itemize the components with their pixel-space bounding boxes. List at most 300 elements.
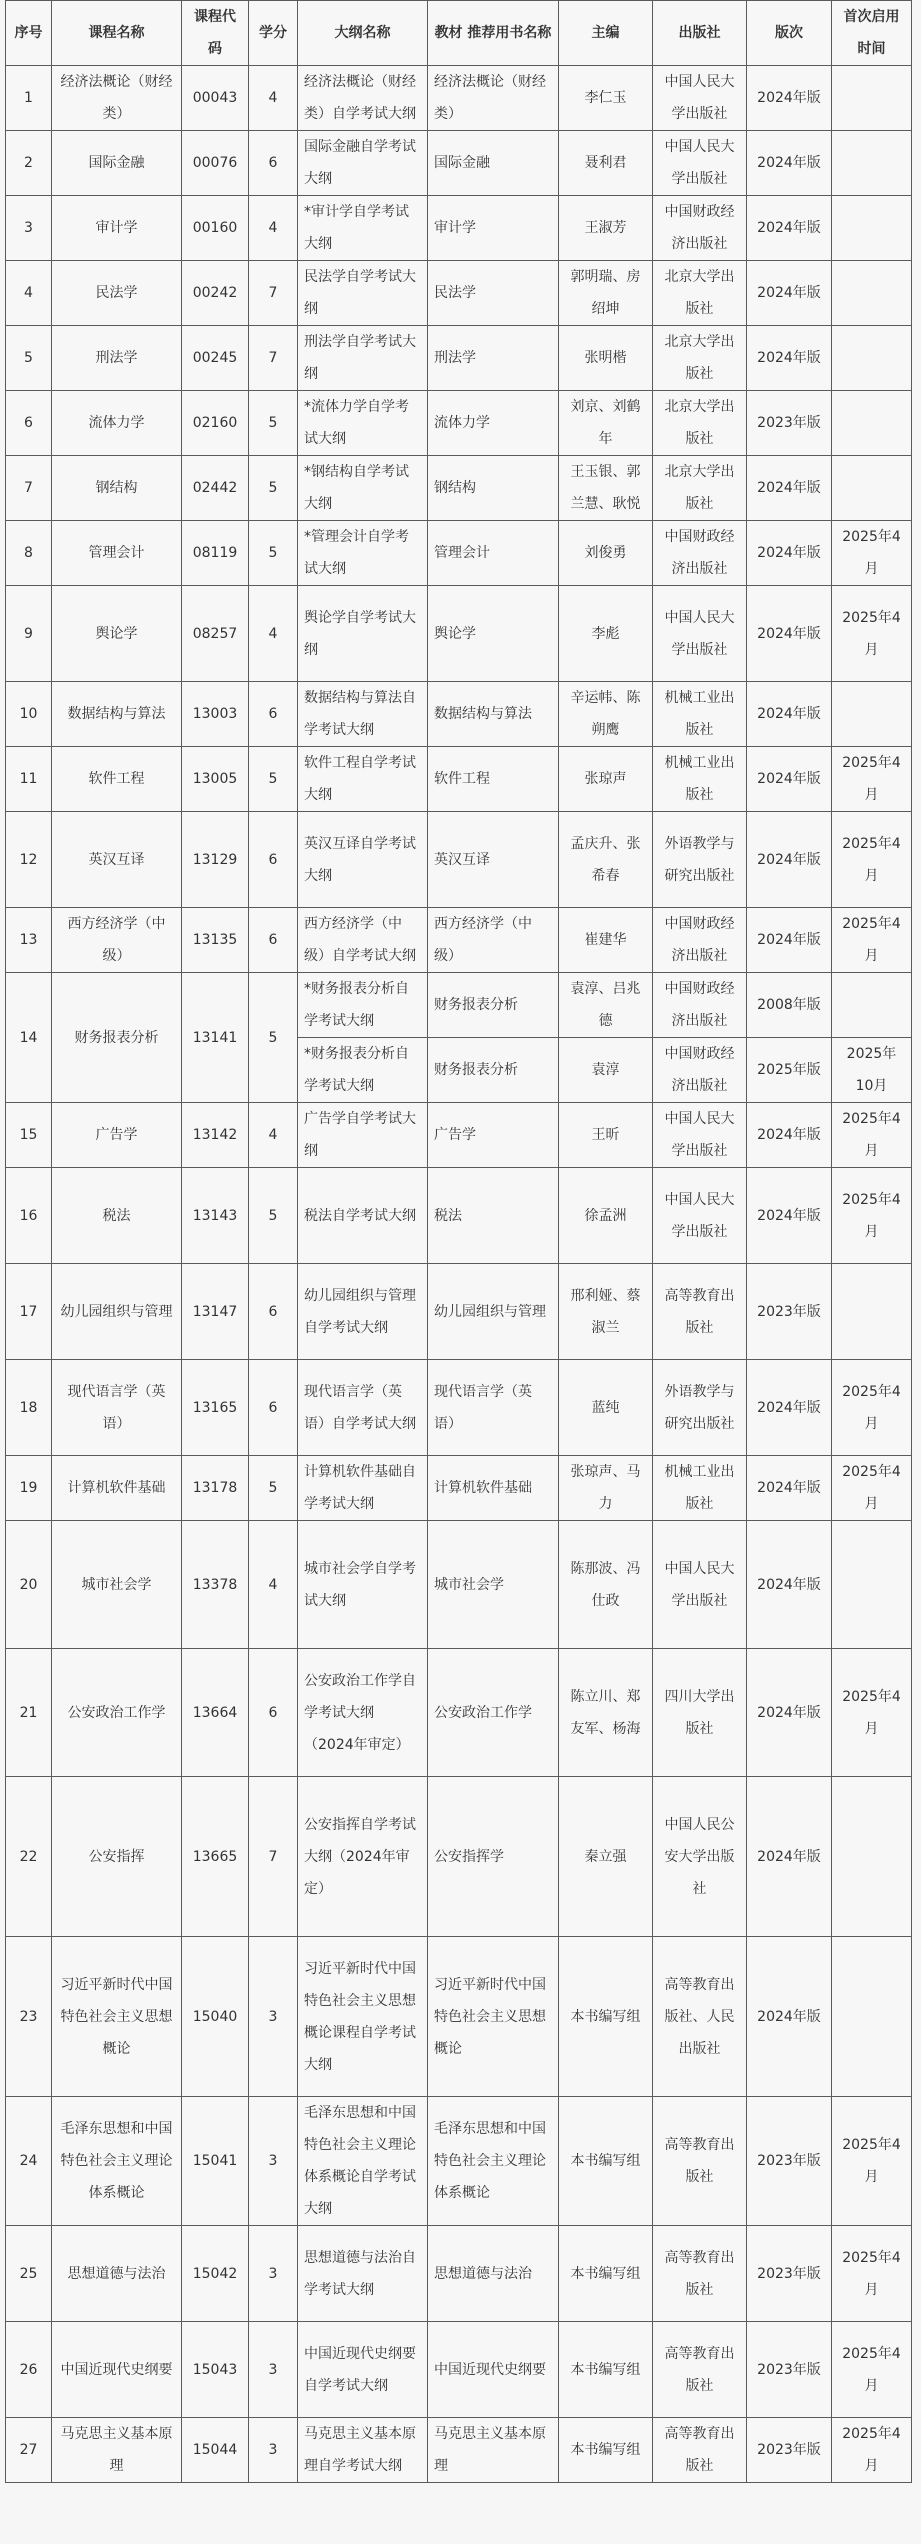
cell-course-code: 02442 xyxy=(182,456,249,521)
cell-no: 25 xyxy=(6,2226,52,2322)
cell-course-code: 08257 xyxy=(182,586,249,682)
cell-publisher: 中国财政经济出版社 xyxy=(653,1038,747,1103)
cell-outline: 城市社会学自学考试大纲 xyxy=(298,1521,428,1649)
cell-credit: 6 xyxy=(249,908,298,973)
cell-first-use xyxy=(832,66,912,131)
cell-credit: 4 xyxy=(249,1521,298,1649)
cell-editor: 袁淳、吕兆德 xyxy=(559,973,653,1038)
header-textbook: 教材 推荐用书名称 xyxy=(428,1,559,66)
cell-credit: 5 xyxy=(249,1456,298,1521)
cell-no: 13 xyxy=(6,908,52,973)
cell-course-code: 13378 xyxy=(182,1521,249,1649)
cell-outline: 马克思主义基本原理自学考试大纲 xyxy=(298,2418,428,2483)
table-row xyxy=(6,1103,912,1168)
cell-first-use: 2025年4月 xyxy=(832,521,912,586)
cell-publisher: 中国财政经济出版社 xyxy=(653,196,747,261)
cell-publisher: 中国人民大学出版社 xyxy=(653,1103,747,1168)
cell-course-name: 马克思主义基本原理 xyxy=(52,2418,182,2483)
cell-credit: 6 xyxy=(249,812,298,908)
cell-textbook: 管理会计 xyxy=(428,521,559,586)
cell-course-code: 13142 xyxy=(182,1103,249,1168)
cell-first-use: 2025年4月 xyxy=(832,747,912,812)
cell-no: 7 xyxy=(6,456,52,521)
cell-outline: 经济法概论（财经类）自学考试大纲 xyxy=(298,66,428,131)
table-row xyxy=(6,131,912,196)
cell-edition: 2024年版 xyxy=(747,1649,832,1777)
cell-editor: 辛运帏、陈朔鹰 xyxy=(559,682,653,747)
cell-textbook: 英汉互译 xyxy=(428,812,559,908)
cell-course-code: 08119 xyxy=(182,521,249,586)
cell-course-name: 舆论学 xyxy=(52,586,182,682)
cell-editor: 张明楷 xyxy=(559,326,653,391)
cell-textbook: 审计学 xyxy=(428,196,559,261)
cell-edition: 2024年版 xyxy=(747,261,832,326)
cell-course-name: 流体力学 xyxy=(52,391,182,456)
cell-course-code: 00245 xyxy=(182,326,249,391)
cell-no: 11 xyxy=(6,747,52,812)
cell-first-use: 2025年4月 xyxy=(832,2418,912,2483)
cell-first-use xyxy=(832,1521,912,1649)
cell-course-code: 13141 xyxy=(182,973,249,1103)
cell-outline: 广告学自学考试大纲 xyxy=(298,1103,428,1168)
cell-course-name: 城市社会学 xyxy=(52,1521,182,1649)
cell-first-use xyxy=(832,1264,912,1360)
cell-outline: 刑法学自学考试大纲 xyxy=(298,326,428,391)
table-row xyxy=(6,1264,912,1360)
cell-no: 12 xyxy=(6,812,52,908)
cell-credit: 5 xyxy=(249,1168,298,1264)
cell-edition: 2024年版 xyxy=(747,1456,832,1521)
cell-editor: 陈立川、郑友军、杨海 xyxy=(559,1649,653,1777)
cell-course-code: 13178 xyxy=(182,1456,249,1521)
cell-credit: 6 xyxy=(249,1264,298,1360)
cell-outline: 毛泽东思想和中国特色社会主义理论体系概论自学考试大纲 xyxy=(298,2097,428,2226)
cell-first-use: 2025年4月 xyxy=(832,1168,912,1264)
cell-course-name: 经济法概论（财经类） xyxy=(52,66,182,131)
cell-textbook: 城市社会学 xyxy=(428,1521,559,1649)
cell-outline: 民法学自学考试大纲 xyxy=(298,261,428,326)
cell-credit: 6 xyxy=(249,682,298,747)
table-row xyxy=(6,326,912,391)
cell-course-code: 15041 xyxy=(182,2097,249,2226)
table-row xyxy=(6,2418,912,2483)
cell-outline: 英汉互译自学考试大纲 xyxy=(298,812,428,908)
cell-course-name: 审计学 xyxy=(52,196,182,261)
table-row xyxy=(6,1649,912,1777)
cell-course-code: 00242 xyxy=(182,261,249,326)
cell-publisher: 高等教育出版社 xyxy=(653,2418,747,2483)
cell-first-use: 2025年4月 xyxy=(832,1456,912,1521)
cell-edition: 2008年版 xyxy=(747,973,832,1038)
cell-first-use: 2025年4月 xyxy=(832,1649,912,1777)
cell-course-code: 02160 xyxy=(182,391,249,456)
cell-outline: 公安政治工作学自学考试大纲（2024年审定） xyxy=(298,1649,428,1777)
cell-publisher: 中国财政经济出版社 xyxy=(653,908,747,973)
cell-editor: 聂利君 xyxy=(559,131,653,196)
cell-course-name: 英汉互译 xyxy=(52,812,182,908)
cell-outline: 中国近现代史纲要自学考试大纲 xyxy=(298,2322,428,2418)
cell-no: 5 xyxy=(6,326,52,391)
table-row xyxy=(6,812,912,908)
cell-outline: *审计学自学考试大纲 xyxy=(298,196,428,261)
header-publisher: 出版社 xyxy=(653,1,747,66)
cell-course-code: 13129 xyxy=(182,812,249,908)
cell-first-use: 2025年10月 xyxy=(832,1038,912,1103)
cell-edition: 2024年版 xyxy=(747,586,832,682)
cell-textbook: 幼儿园组织与管理 xyxy=(428,1264,559,1360)
cell-publisher: 外语教学与研究出版社 xyxy=(653,1360,747,1456)
cell-course-name: 财务报表分析 xyxy=(52,973,182,1103)
cell-publisher: 北京大学出版社 xyxy=(653,456,747,521)
cell-credit: 4 xyxy=(249,196,298,261)
cell-publisher: 中国人民公安大学出版社 xyxy=(653,1777,747,1937)
cell-publisher: 高等教育出版社 xyxy=(653,1264,747,1360)
cell-editor: 刘京、刘鹤年 xyxy=(559,391,653,456)
cell-no: 16 xyxy=(6,1168,52,1264)
cell-outline: 税法自学考试大纲 xyxy=(298,1168,428,1264)
cell-textbook: 西方经济学（中级） xyxy=(428,908,559,973)
cell-editor: 张琼声、马力 xyxy=(559,1456,653,1521)
cell-edition: 2024年版 xyxy=(747,326,832,391)
cell-publisher: 中国财政经济出版社 xyxy=(653,521,747,586)
cell-textbook: 税法 xyxy=(428,1168,559,1264)
cell-edition: 2024年版 xyxy=(747,456,832,521)
cell-course-name: 民法学 xyxy=(52,261,182,326)
cell-course-code: 15042 xyxy=(182,2226,249,2322)
cell-course-code: 15043 xyxy=(182,2322,249,2418)
cell-course-code: 15044 xyxy=(182,2418,249,2483)
cell-no: 15 xyxy=(6,1103,52,1168)
table-row xyxy=(6,2097,912,2226)
cell-textbook: 广告学 xyxy=(428,1103,559,1168)
cell-course-name: 钢结构 xyxy=(52,456,182,521)
cell-no: 24 xyxy=(6,2097,52,2226)
cell-edition: 2024年版 xyxy=(747,747,832,812)
table-row xyxy=(6,261,912,326)
cell-publisher: 中国财政经济出版社 xyxy=(653,973,747,1038)
cell-first-use xyxy=(832,131,912,196)
cell-outline: 幼儿园组织与管理自学考试大纲 xyxy=(298,1264,428,1360)
cell-first-use: 2025年4月 xyxy=(832,812,912,908)
cell-credit: 6 xyxy=(249,1649,298,1777)
table-row xyxy=(6,1360,912,1456)
cell-edition: 2024年版 xyxy=(747,1168,832,1264)
cell-editor: 王玉银、郭兰慧、耿悦 xyxy=(559,456,653,521)
cell-course-name: 计算机软件基础 xyxy=(52,1456,182,1521)
header-edition: 版次 xyxy=(747,1,832,66)
cell-publisher: 北京大学出版社 xyxy=(653,326,747,391)
cell-textbook: 钢结构 xyxy=(428,456,559,521)
cell-publisher: 高等教育出版社 xyxy=(653,2226,747,2322)
cell-no: 3 xyxy=(6,196,52,261)
cell-first-use xyxy=(832,391,912,456)
cell-edition: 2025年版 xyxy=(747,1038,832,1103)
cell-course-code: 13143 xyxy=(182,1168,249,1264)
cell-textbook: 国际金融 xyxy=(428,131,559,196)
cell-first-use xyxy=(832,1777,912,1937)
cell-course-name: 习近平新时代中国特色社会主义思想概论 xyxy=(52,1937,182,2097)
cell-course-name: 管理会计 xyxy=(52,521,182,586)
cell-textbook: 毛泽东思想和中国特色社会主义理论体系概论 xyxy=(428,2097,559,2226)
cell-first-use: 2025年4月 xyxy=(832,908,912,973)
cell-publisher: 北京大学出版社 xyxy=(653,391,747,456)
cell-textbook: 刑法学 xyxy=(428,326,559,391)
cell-edition: 2024年版 xyxy=(747,66,832,131)
cell-no: 19 xyxy=(6,1456,52,1521)
header-first-use: 首次启用时间 xyxy=(832,1,912,66)
cell-textbook: 计算机软件基础 xyxy=(428,1456,559,1521)
header-credit: 学分 xyxy=(249,1,298,66)
cell-outline: 计算机软件基础自学考试大纲 xyxy=(298,1456,428,1521)
cell-publisher: 中国人民大学出版社 xyxy=(653,1521,747,1649)
cell-course-code: 13003 xyxy=(182,682,249,747)
cell-edition: 2023年版 xyxy=(747,391,832,456)
table-row xyxy=(6,1521,912,1649)
cell-edition: 2024年版 xyxy=(747,682,832,747)
cell-first-use xyxy=(832,682,912,747)
cell-textbook: 民法学 xyxy=(428,261,559,326)
cell-no: 1 xyxy=(6,66,52,131)
cell-course-name: 思想道德与法治 xyxy=(52,2226,182,2322)
cell-publisher: 高等教育出版社 xyxy=(653,2097,747,2226)
cell-first-use xyxy=(832,973,912,1038)
table-row xyxy=(6,1777,912,1937)
cell-first-use xyxy=(832,196,912,261)
cell-outline: *财务报表分析自学考试大纲 xyxy=(298,1038,428,1103)
cell-editor: 孟庆升、张希春 xyxy=(559,812,653,908)
cell-edition: 2024年版 xyxy=(747,1103,832,1168)
cell-editor: 王淑芳 xyxy=(559,196,653,261)
cell-course-name: 中国近现代史纲要 xyxy=(52,2322,182,2418)
cell-outline: 思想道德与法治自学考试大纲 xyxy=(298,2226,428,2322)
cell-publisher: 中国人民大学出版社 xyxy=(653,131,747,196)
cell-no: 4 xyxy=(6,261,52,326)
table-row xyxy=(6,1456,912,1521)
header-row xyxy=(6,1,912,66)
cell-editor: 本书编写组 xyxy=(559,2226,653,2322)
cell-publisher: 中国人民大学出版社 xyxy=(653,66,747,131)
cell-editor: 本书编写组 xyxy=(559,2322,653,2418)
cell-edition: 2023年版 xyxy=(747,2226,832,2322)
cell-no: 21 xyxy=(6,1649,52,1777)
cell-edition: 2023年版 xyxy=(747,2097,832,2226)
table-row xyxy=(6,521,912,586)
cell-textbook: 现代语言学（英语） xyxy=(428,1360,559,1456)
cell-editor: 本书编写组 xyxy=(559,1937,653,2097)
cell-outline: *流体力学自学考试大纲 xyxy=(298,391,428,456)
cell-credit: 5 xyxy=(249,747,298,812)
cell-edition: 2024年版 xyxy=(747,908,832,973)
header-editor: 主编 xyxy=(559,1,653,66)
cell-credit: 4 xyxy=(249,1103,298,1168)
cell-edition: 2024年版 xyxy=(747,1777,832,1937)
cell-course-name: 公安政治工作学 xyxy=(52,1649,182,1777)
cell-course-code: 13165 xyxy=(182,1360,249,1456)
cell-outline: 公安指挥自学考试大纲（2024年审定） xyxy=(298,1777,428,1937)
cell-textbook: 财务报表分析 xyxy=(428,1038,559,1103)
cell-editor: 李仁玉 xyxy=(559,66,653,131)
cell-edition: 2023年版 xyxy=(747,2322,832,2418)
header-outline: 大纲名称 xyxy=(298,1,428,66)
cell-textbook: 公安指挥学 xyxy=(428,1777,559,1937)
cell-outline: 舆论学自学考试大纲 xyxy=(298,586,428,682)
table-row xyxy=(6,456,912,521)
table-row xyxy=(6,1937,912,2097)
table-row xyxy=(6,682,912,747)
table-row xyxy=(6,391,912,456)
cell-publisher: 四川大学出版社 xyxy=(653,1649,747,1777)
cell-no: 8 xyxy=(6,521,52,586)
cell-outline: 软件工程自学考试大纲 xyxy=(298,747,428,812)
cell-edition: 2024年版 xyxy=(747,812,832,908)
course-table xyxy=(5,0,912,2483)
cell-outline: *钢结构自学考试大纲 xyxy=(298,456,428,521)
cell-first-use: 2025年4月 xyxy=(832,1360,912,1456)
cell-course-name: 刑法学 xyxy=(52,326,182,391)
cell-course-code: 13005 xyxy=(182,747,249,812)
cell-course-name: 西方经济学（中级） xyxy=(52,908,182,973)
cell-course-name: 毛泽东思想和中国特色社会主义理论体系概论 xyxy=(52,2097,182,2226)
cell-credit: 4 xyxy=(249,66,298,131)
cell-textbook: 经济法概论（财经类） xyxy=(428,66,559,131)
table-row xyxy=(6,196,912,261)
cell-outline: 西方经济学（中级）自学考试大纲 xyxy=(298,908,428,973)
cell-textbook: 舆论学 xyxy=(428,586,559,682)
cell-no: 20 xyxy=(6,1521,52,1649)
cell-course-name: 现代语言学（英语） xyxy=(52,1360,182,1456)
cell-credit: 7 xyxy=(249,261,298,326)
cell-publisher: 机械工业出版社 xyxy=(653,747,747,812)
cell-publisher: 机械工业出版社 xyxy=(653,1456,747,1521)
cell-outline: 现代语言学（英语）自学考试大纲 xyxy=(298,1360,428,1456)
cell-credit: 6 xyxy=(249,131,298,196)
cell-textbook: 思想道德与法治 xyxy=(428,2226,559,2322)
cell-editor: 秦立强 xyxy=(559,1777,653,1937)
table-row xyxy=(6,973,912,1038)
table-row xyxy=(6,586,912,682)
cell-credit: 7 xyxy=(249,326,298,391)
cell-no: 6 xyxy=(6,391,52,456)
cell-textbook: 流体力学 xyxy=(428,391,559,456)
cell-no: 18 xyxy=(6,1360,52,1456)
cell-no: 14 xyxy=(6,973,52,1103)
cell-course-code: 13135 xyxy=(182,908,249,973)
cell-credit: 3 xyxy=(249,2097,298,2226)
cell-publisher: 高等教育出版社、人民出版社 xyxy=(653,1937,747,2097)
header-course-name: 课程名称 xyxy=(52,1,182,66)
table-row xyxy=(6,2322,912,2418)
cell-credit: 5 xyxy=(249,521,298,586)
cell-no: 23 xyxy=(6,1937,52,2097)
cell-publisher: 外语教学与研究出版社 xyxy=(653,812,747,908)
cell-publisher: 中国人民大学出版社 xyxy=(653,586,747,682)
cell-edition: 2023年版 xyxy=(747,1264,832,1360)
cell-no: 10 xyxy=(6,682,52,747)
cell-credit: 6 xyxy=(249,1360,298,1456)
cell-editor: 陈那波、冯仕政 xyxy=(559,1521,653,1649)
cell-edition: 2024年版 xyxy=(747,1521,832,1649)
cell-credit: 7 xyxy=(249,1777,298,1937)
cell-edition: 2023年版 xyxy=(747,2418,832,2483)
cell-course-name: 数据结构与算法 xyxy=(52,682,182,747)
cell-course-code: 13665 xyxy=(182,1777,249,1937)
cell-textbook: 软件工程 xyxy=(428,747,559,812)
cell-first-use: 2025年4月 xyxy=(832,586,912,682)
cell-no: 9 xyxy=(6,586,52,682)
cell-textbook: 数据结构与算法 xyxy=(428,682,559,747)
cell-edition: 2024年版 xyxy=(747,131,832,196)
cell-course-code: 15040 xyxy=(182,1937,249,2097)
cell-course-name: 广告学 xyxy=(52,1103,182,1168)
cell-credit: 5 xyxy=(249,456,298,521)
cell-editor: 崔建华 xyxy=(559,908,653,973)
cell-first-use: 2025年4月 xyxy=(832,2322,912,2418)
cell-textbook: 公安政治工作学 xyxy=(428,1649,559,1777)
cell-course-name: 软件工程 xyxy=(52,747,182,812)
cell-editor: 本书编写组 xyxy=(559,2418,653,2483)
cell-outline: *财务报表分析自学考试大纲 xyxy=(298,973,428,1038)
cell-no: 27 xyxy=(6,2418,52,2483)
cell-textbook: 马克思主义基本原理 xyxy=(428,2418,559,2483)
cell-first-use xyxy=(832,261,912,326)
cell-outline: 国际金融自学考试大纲 xyxy=(298,131,428,196)
cell-editor: 刘俊勇 xyxy=(559,521,653,586)
cell-credit: 3 xyxy=(249,2418,298,2483)
cell-first-use: 2025年4月 xyxy=(832,2097,912,2226)
cell-course-name: 公安指挥 xyxy=(52,1777,182,1937)
cell-editor: 王昕 xyxy=(559,1103,653,1168)
cell-course-name: 幼儿园组织与管理 xyxy=(52,1264,182,1360)
cell-first-use: 2025年4月 xyxy=(832,2226,912,2322)
cell-first-use xyxy=(832,1937,912,2097)
cell-credit: 4 xyxy=(249,586,298,682)
table-row xyxy=(6,747,912,812)
cell-course-code: 00160 xyxy=(182,196,249,261)
cell-publisher: 高等教育出版社 xyxy=(653,2322,747,2418)
cell-textbook: 财务报表分析 xyxy=(428,973,559,1038)
cell-credit: 5 xyxy=(249,973,298,1103)
header-course-code: 课程代码 xyxy=(182,1,249,66)
cell-first-use xyxy=(832,456,912,521)
cell-edition: 2024年版 xyxy=(747,1937,832,2097)
cell-editor: 李彪 xyxy=(559,586,653,682)
cell-editor: 袁淳 xyxy=(559,1038,653,1103)
cell-first-use: 2025年4月 xyxy=(832,1103,912,1168)
table-row xyxy=(6,66,912,131)
cell-course-name: 税法 xyxy=(52,1168,182,1264)
cell-editor: 蓝纯 xyxy=(559,1360,653,1456)
cell-outline: *管理会计自学考试大纲 xyxy=(298,521,428,586)
cell-credit: 3 xyxy=(249,2226,298,2322)
cell-course-code: 00043 xyxy=(182,66,249,131)
cell-outline: 习近平新时代中国特色社会主义思想概论课程自学考试大纲 xyxy=(298,1937,428,2097)
cell-no: 22 xyxy=(6,1777,52,1937)
cell-editor: 邢利娅、蔡淑兰 xyxy=(559,1264,653,1360)
cell-publisher: 中国人民大学出版社 xyxy=(653,1168,747,1264)
cell-editor: 本书编写组 xyxy=(559,2097,653,2226)
table-row xyxy=(6,908,912,973)
cell-edition: 2024年版 xyxy=(747,521,832,586)
table-row xyxy=(6,2226,912,2322)
cell-course-name: 国际金融 xyxy=(52,131,182,196)
table-row xyxy=(6,1168,912,1264)
cell-course-code: 13664 xyxy=(182,1649,249,1777)
cell-edition: 2024年版 xyxy=(747,196,832,261)
cell-first-use xyxy=(832,326,912,391)
cell-textbook: 中国近现代史纲要 xyxy=(428,2322,559,2418)
cell-edition: 2024年版 xyxy=(747,1360,832,1456)
cell-credit: 3 xyxy=(249,2322,298,2418)
